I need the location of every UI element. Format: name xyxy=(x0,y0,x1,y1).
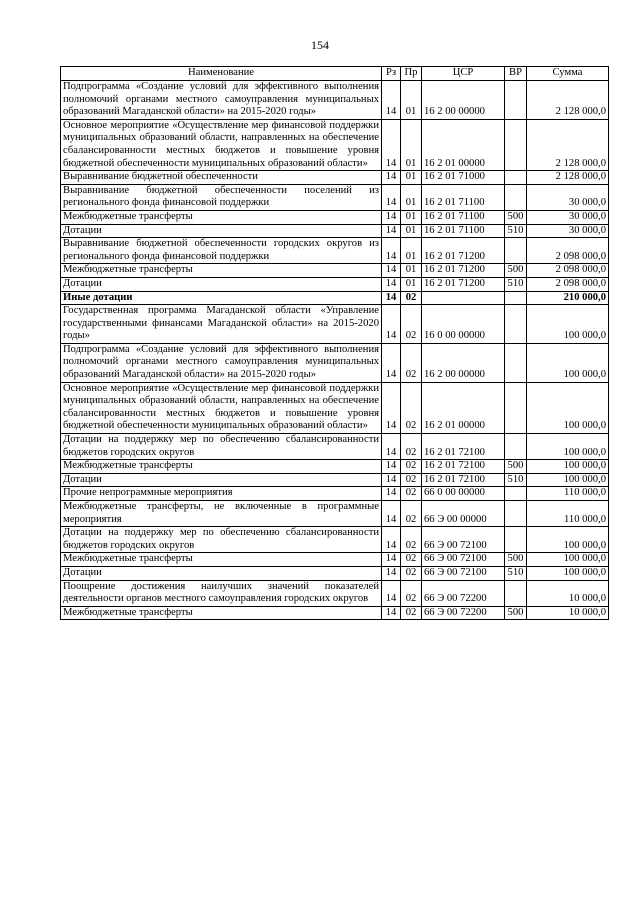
cell-csr: 16 2 01 00000 xyxy=(422,119,505,170)
cell-vr xyxy=(505,501,527,527)
cell-name: Дотации xyxy=(61,566,382,580)
cell-vr xyxy=(505,119,527,170)
cell-sum: 2 128 000,0 xyxy=(527,81,609,120)
cell-vr: 500 xyxy=(505,210,527,224)
cell-csr: 66 Э 00 72100 xyxy=(422,553,505,567)
cell-rz: 14 xyxy=(382,527,401,553)
cell-csr xyxy=(422,291,505,305)
table-row xyxy=(61,291,609,305)
cell-csr: 16 2 01 72100 xyxy=(422,473,505,487)
cell-pr: 02 xyxy=(401,343,422,382)
cell-vr: 500 xyxy=(505,553,527,567)
cell-vr: 510 xyxy=(505,473,527,487)
header-rz: Рз xyxy=(382,67,401,81)
cell-rz: 14 xyxy=(382,238,401,264)
page-number: 154 xyxy=(311,38,329,52)
table-row xyxy=(61,238,609,264)
cell-sum: 30 000,0 xyxy=(527,210,609,224)
cell-csr: 66 Э 00 72100 xyxy=(422,566,505,580)
cell-rz: 14 xyxy=(382,606,401,620)
table-row xyxy=(61,343,609,382)
cell-name: Поощрение достижения наилучших значений показателей деятельности органов местного самоуправления городских округов xyxy=(61,580,382,606)
header-vr: ВР xyxy=(505,67,527,81)
cell-rz: 14 xyxy=(382,460,401,474)
cell-name: Межбюджетные трансферты xyxy=(61,264,382,278)
cell-rz: 14 xyxy=(382,580,401,606)
table-body xyxy=(61,81,609,620)
cell-csr: 16 2 01 71200 xyxy=(422,264,505,278)
cell-vr: 500 xyxy=(505,606,527,620)
cell-name: Государственная программа Магаданской области «Управление государственными финансами Магаданской области» на 2015-2020 годы» xyxy=(61,305,382,344)
cell-name: Прочие непрограммные мероприятия xyxy=(61,487,382,501)
cell-pr: 01 xyxy=(401,119,422,170)
cell-sum: 30 000,0 xyxy=(527,184,609,210)
cell-name: Дотации xyxy=(61,224,382,238)
table-row xyxy=(61,487,609,501)
table-row xyxy=(61,184,609,210)
cell-name: Межбюджетные трансферты xyxy=(61,606,382,620)
cell-rz: 14 xyxy=(382,473,401,487)
cell-rz: 14 xyxy=(382,119,401,170)
table-row xyxy=(61,264,609,278)
cell-name: Иные дотации xyxy=(61,291,382,305)
cell-csr: 16 2 01 71100 xyxy=(422,224,505,238)
header-pr: Пр xyxy=(401,67,422,81)
cell-name: Подпрограмма «Создание условий для эффективного выполнения полномочий органами местного самоуправления муниципальных образований Магаданской области» на 2015-2020 годы» xyxy=(61,81,382,120)
table-row xyxy=(61,460,609,474)
cell-name: Межбюджетные трансферты xyxy=(61,553,382,567)
cell-vr: 510 xyxy=(505,566,527,580)
cell-sum: 100 000,0 xyxy=(527,382,609,433)
cell-rz: 14 xyxy=(382,224,401,238)
cell-vr xyxy=(505,184,527,210)
cell-name: Дотации на поддержку мер по обеспечению сбалансированности бюджетов городских округов xyxy=(61,434,382,460)
cell-rz: 14 xyxy=(382,553,401,567)
table-row xyxy=(61,171,609,185)
cell-csr: 66 Э 00 72200 xyxy=(422,580,505,606)
cell-rz: 14 xyxy=(382,264,401,278)
cell-name: Выравнивание бюджетной обеспеченности городских округов из регионального фонда финансовой поддержки xyxy=(61,238,382,264)
cell-sum: 100 000,0 xyxy=(527,553,609,567)
table-row xyxy=(61,81,609,120)
cell-csr: 16 2 01 71000 xyxy=(422,171,505,185)
table-row xyxy=(61,277,609,291)
cell-csr: 66 Э 00 00000 xyxy=(422,501,505,527)
cell-pr: 02 xyxy=(401,487,422,501)
cell-sum: 210 000,0 xyxy=(527,291,609,305)
cell-pr: 02 xyxy=(401,553,422,567)
cell-sum: 110 000,0 xyxy=(527,487,609,501)
cell-rz: 14 xyxy=(382,210,401,224)
budget-table xyxy=(60,66,609,620)
cell-pr: 02 xyxy=(401,460,422,474)
cell-csr: 16 2 01 71200 xyxy=(422,277,505,291)
cell-rz: 14 xyxy=(382,171,401,185)
cell-pr: 02 xyxy=(401,473,422,487)
cell-sum: 100 000,0 xyxy=(527,343,609,382)
cell-name: Выравнивание бюджетной обеспеченности xyxy=(61,171,382,185)
cell-csr: 16 2 01 71200 xyxy=(422,238,505,264)
table-row xyxy=(61,224,609,238)
cell-pr: 02 xyxy=(401,527,422,553)
cell-rz: 14 xyxy=(382,487,401,501)
cell-sum: 2 098 000,0 xyxy=(527,277,609,291)
cell-rz: 14 xyxy=(382,305,401,344)
cell-rz: 14 xyxy=(382,291,401,305)
cell-sum: 30 000,0 xyxy=(527,224,609,238)
table-row xyxy=(61,434,609,460)
cell-pr: 02 xyxy=(401,606,422,620)
cell-rz: 14 xyxy=(382,81,401,120)
table-row xyxy=(61,553,609,567)
cell-rz: 14 xyxy=(382,277,401,291)
cell-name: Межбюджетные трансферты xyxy=(61,460,382,474)
table-row xyxy=(61,527,609,553)
cell-csr: 16 2 01 71100 xyxy=(422,210,505,224)
cell-rz: 14 xyxy=(382,184,401,210)
cell-sum: 100 000,0 xyxy=(527,305,609,344)
cell-pr: 01 xyxy=(401,224,422,238)
cell-sum: 110 000,0 xyxy=(527,501,609,527)
cell-vr: 500 xyxy=(505,264,527,278)
header-name: Наименование xyxy=(61,67,382,81)
cell-pr: 02 xyxy=(401,434,422,460)
cell-name: Дотации на поддержку мер по обеспечению сбалансированности бюджетов городских округов xyxy=(61,527,382,553)
cell-csr: 66 0 00 00000 xyxy=(422,487,505,501)
cell-pr: 02 xyxy=(401,305,422,344)
cell-sum: 10 000,0 xyxy=(527,580,609,606)
cell-vr xyxy=(505,434,527,460)
table-header-row xyxy=(61,67,609,81)
cell-vr xyxy=(505,291,527,305)
cell-vr xyxy=(505,171,527,185)
cell-sum: 2 098 000,0 xyxy=(527,238,609,264)
cell-name: Межбюджетные трансферты, не включенные в программные мероприятия xyxy=(61,501,382,527)
cell-name: Дотации xyxy=(61,277,382,291)
cell-sum: 100 000,0 xyxy=(527,460,609,474)
cell-vr xyxy=(505,305,527,344)
table-row xyxy=(61,501,609,527)
cell-pr: 02 xyxy=(401,566,422,580)
cell-sum: 2 098 000,0 xyxy=(527,264,609,278)
cell-csr: 16 2 00 00000 xyxy=(422,81,505,120)
cell-rz: 14 xyxy=(382,501,401,527)
cell-name: Основное мероприятие «Осуществление мер финансовой поддержки муниципальных образований области, направленных на обеспечение сбалансированности местных бюджетов и повышение уровня бюджетной обеспеченности муниципальных образований области» xyxy=(61,382,382,433)
cell-rz: 14 xyxy=(382,434,401,460)
cell-sum: 2 128 000,0 xyxy=(527,119,609,170)
table-row xyxy=(61,382,609,433)
header-sum: Сумма xyxy=(527,67,609,81)
cell-vr xyxy=(505,382,527,433)
cell-pr: 01 xyxy=(401,210,422,224)
cell-pr: 01 xyxy=(401,171,422,185)
cell-pr: 01 xyxy=(401,238,422,264)
cell-vr: 510 xyxy=(505,224,527,238)
cell-vr xyxy=(505,81,527,120)
table-row xyxy=(61,566,609,580)
cell-csr: 16 2 01 72100 xyxy=(422,434,505,460)
cell-sum: 100 000,0 xyxy=(527,434,609,460)
cell-pr: 01 xyxy=(401,81,422,120)
cell-csr: 16 0 00 00000 xyxy=(422,305,505,344)
cell-pr: 02 xyxy=(401,382,422,433)
cell-csr: 16 2 01 71100 xyxy=(422,184,505,210)
cell-vr xyxy=(505,238,527,264)
cell-sum: 10 000,0 xyxy=(527,606,609,620)
table-row xyxy=(61,305,609,344)
cell-pr: 02 xyxy=(401,501,422,527)
cell-pr: 01 xyxy=(401,184,422,210)
cell-vr xyxy=(505,527,527,553)
cell-pr: 02 xyxy=(401,291,422,305)
table-row xyxy=(61,473,609,487)
table-row xyxy=(61,580,609,606)
cell-pr: 01 xyxy=(401,264,422,278)
cell-name: Основное мероприятие «Осуществление мер финансовой поддержки муниципальных образований области, направленных на обеспечение сбалансированности местных бюджетов и повышение уровня бюджетной обеспеченности муниципальных образований области» xyxy=(61,119,382,170)
table-row xyxy=(61,606,609,620)
cell-csr: 66 Э 00 72100 xyxy=(422,527,505,553)
header-csr: ЦСР xyxy=(422,67,505,81)
cell-name: Межбюджетные трансферты xyxy=(61,210,382,224)
cell-csr: 66 Э 00 72200 xyxy=(422,606,505,620)
cell-vr: 500 xyxy=(505,460,527,474)
cell-vr: 510 xyxy=(505,277,527,291)
cell-rz: 14 xyxy=(382,382,401,433)
cell-sum: 100 000,0 xyxy=(527,566,609,580)
cell-name: Дотации xyxy=(61,473,382,487)
cell-rz: 14 xyxy=(382,343,401,382)
cell-name: Подпрограмма «Создание условий для эффективного выполнения полномочий органами местного самоуправления муниципальных образований Магаданской области» на 2015-2020 годы» xyxy=(61,343,382,382)
cell-csr: 16 2 00 00000 xyxy=(422,343,505,382)
cell-sum: 100 000,0 xyxy=(527,527,609,553)
cell-name: Выравнивание бюджетной обеспеченности поселений из регионального фонда финансовой поддержки xyxy=(61,184,382,210)
cell-pr: 02 xyxy=(401,580,422,606)
cell-vr xyxy=(505,580,527,606)
table-row xyxy=(61,119,609,170)
cell-csr: 16 2 01 00000 xyxy=(422,382,505,433)
cell-sum: 2 128 000,0 xyxy=(527,171,609,185)
table-row xyxy=(61,210,609,224)
cell-pr: 01 xyxy=(401,277,422,291)
cell-vr xyxy=(505,343,527,382)
cell-csr: 16 2 01 72100 xyxy=(422,460,505,474)
cell-vr xyxy=(505,487,527,501)
cell-rz: 14 xyxy=(382,566,401,580)
cell-sum: 100 000,0 xyxy=(527,473,609,487)
